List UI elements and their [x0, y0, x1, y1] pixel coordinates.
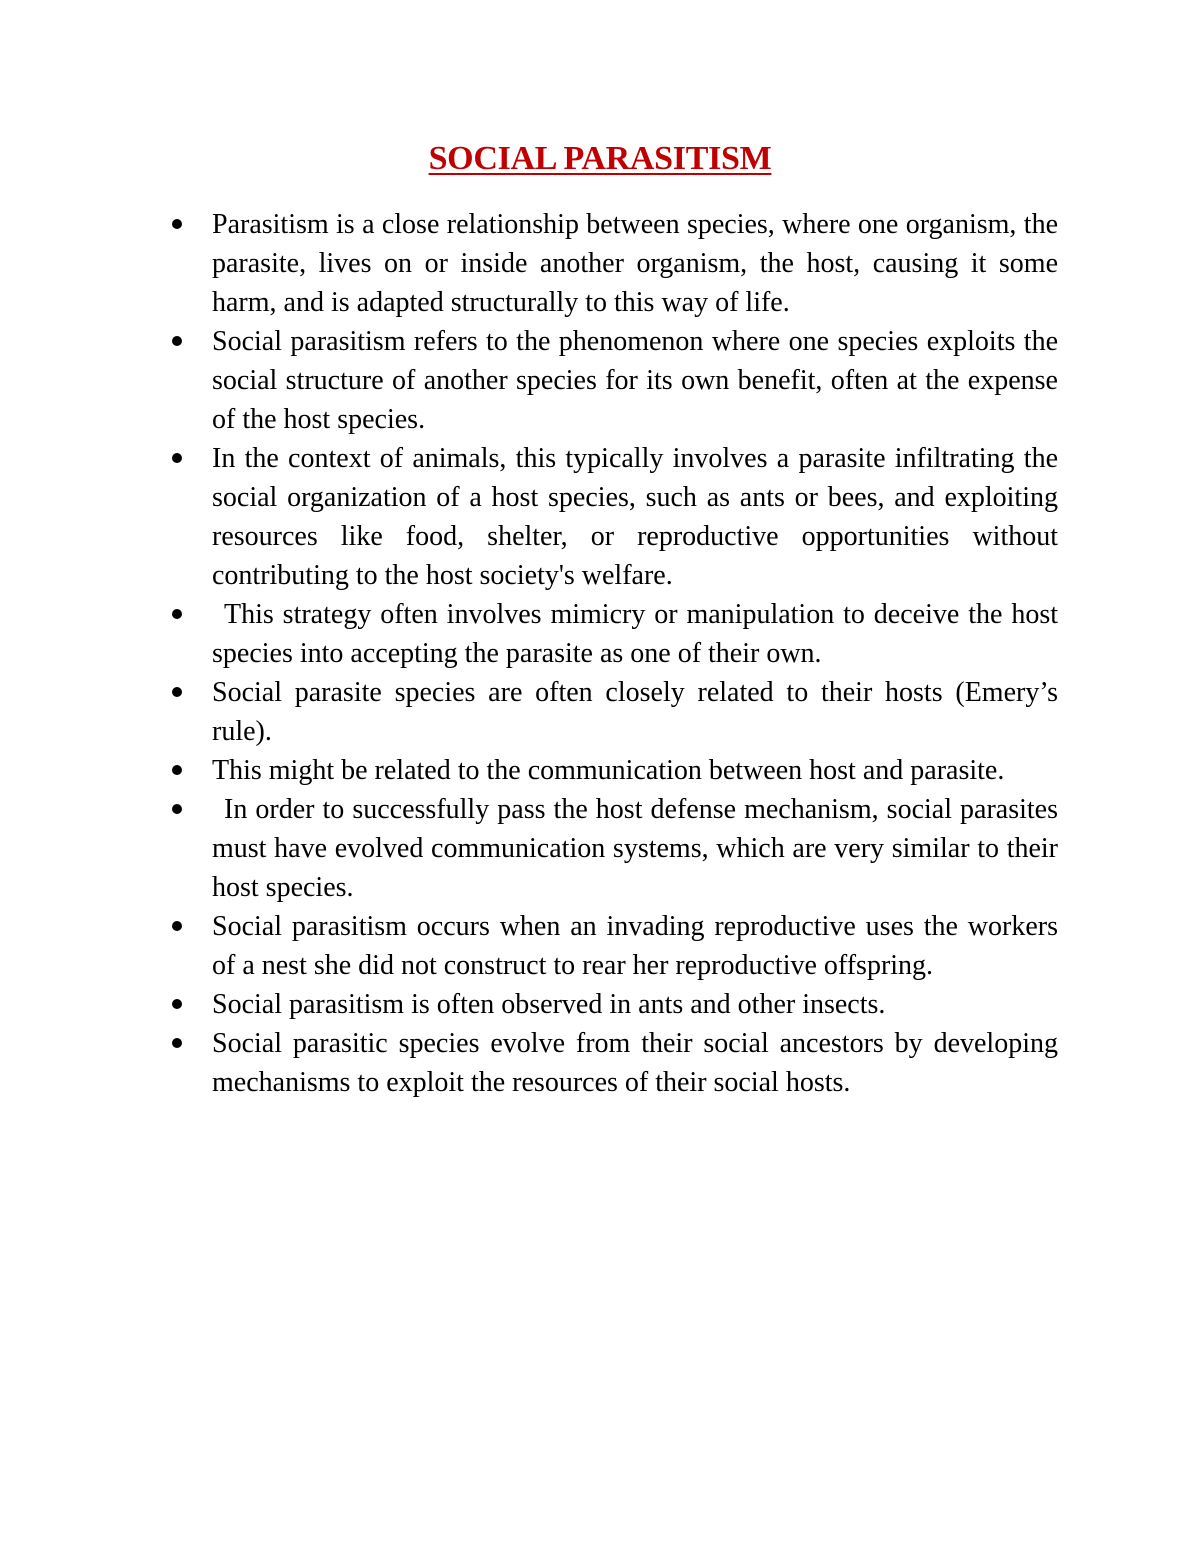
bullet-text: In the context of animals, this typically involves a parasite infiltrating the social organization of a host species, such as ants or bees, and exploiting resources like food, shelter, or reproductive opportunities without contributing to the host society's welfare.	[212, 443, 1058, 591]
bullet-icon	[172, 453, 182, 463]
bullet-icon	[172, 765, 182, 775]
bullet-text: Social parasitism is often observed in ants and other insects.	[212, 989, 886, 1020]
bullet-text: This strategy often involves mimicry or manipulation to deceive the host species into accepting the parasite as one of their own.	[212, 599, 1058, 669]
bullet-icon	[172, 336, 182, 346]
page-title: SOCIAL PARASITISM	[428, 140, 772, 177]
bullet-text: This might be related to the communication between host and parasite.	[212, 755, 1005, 786]
list-item	[172, 907, 1058, 985]
list-item	[172, 673, 1058, 751]
bullet-text: In order to successfully pass the host defense mechanism, social parasites must have evolved communication systems, which are very similar to their host species.	[212, 794, 1058, 903]
bullet-icon	[172, 609, 182, 619]
bullet-icon	[172, 999, 182, 1009]
bullet-text: Social parasitic species evolve from their social ancestors by developing mechanisms to exploit the resources of their social hosts.	[212, 1028, 1058, 1098]
bullet-text: Social parasitism occurs when an invading reproductive uses the workers of a nest she did not construct to rear her reproductive offspring.	[212, 911, 1058, 981]
list-item	[172, 205, 1058, 322]
list-item	[172, 439, 1058, 595]
bullet-text: Parasitism is a close relationship between species, where one organism, the parasite, lives on or inside another organism, the host, causing it some harm, and is adapted structurally to this way of life.	[212, 209, 1058, 318]
bullet-icon	[172, 219, 182, 229]
bullet-icon	[172, 687, 182, 697]
bullet-text: Social parasite species are often closely related to their hosts (Emery’s rule).	[212, 677, 1058, 747]
bullet-icon	[172, 804, 182, 814]
list-item	[172, 985, 1058, 1024]
list-item	[172, 1024, 1058, 1102]
list-item	[172, 595, 1058, 673]
bullet-text: Social parasitism refers to the phenomenon where one species exploits the social structure of another species for its own benefit, often at the expense of the host species.	[212, 326, 1058, 435]
list-item	[172, 751, 1058, 790]
list-item	[172, 322, 1058, 439]
bullet-list	[172, 205, 1058, 1102]
bullet-icon	[172, 921, 182, 931]
bullet-icon	[172, 1038, 182, 1048]
list-item	[172, 790, 1058, 907]
